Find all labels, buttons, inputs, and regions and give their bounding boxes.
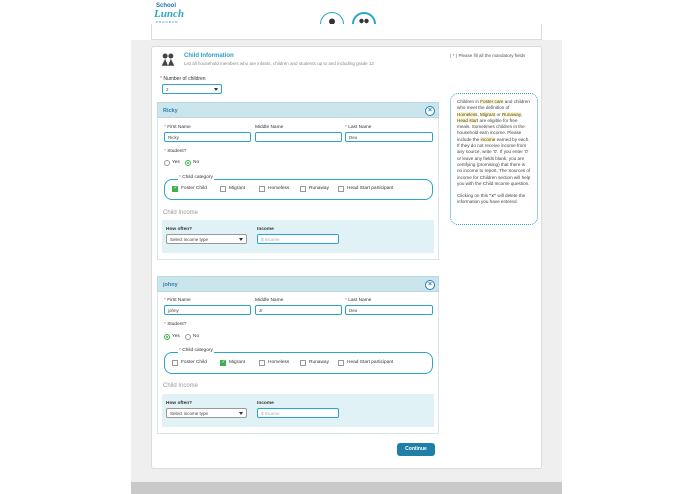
income-frequency-placeholder: Select income type xyxy=(170,411,209,416)
income-frequency-placeholder: Select income type xyxy=(170,237,209,242)
student-no-label: No xyxy=(193,160,200,165)
first-name-field[interactable]: johny xyxy=(164,305,251,315)
num-children-value: 2 xyxy=(166,87,169,92)
student-label-text: Student? xyxy=(167,149,187,154)
info-delete-note xyxy=(457,193,531,206)
student-yes-label: Yes xyxy=(172,160,180,165)
migrant-label: Migrant xyxy=(229,186,245,191)
homeless-label: Homeless xyxy=(268,186,290,191)
student-label-text: Student? xyxy=(167,322,187,327)
child-card-header xyxy=(157,276,439,292)
previous-card-edge xyxy=(151,24,542,40)
runaway-checkbox[interactable] xyxy=(300,360,306,366)
income-field[interactable]: $ Income xyxy=(257,408,339,418)
middle-name-label: Middle Name xyxy=(255,298,284,303)
runaway-label: Runaway xyxy=(309,360,329,365)
student-yes-radio[interactable] xyxy=(164,334,170,340)
mandatory-text: Please fill all the mandatory fields xyxy=(458,53,526,58)
income-frequency-select[interactable] xyxy=(166,408,247,418)
how-often-label: How often? xyxy=(166,227,193,232)
child-category-label xyxy=(178,175,214,180)
income-field[interactable]: $ Income xyxy=(257,234,339,244)
info-x-mark: "x" xyxy=(489,193,497,199)
info-text: are eligible for free meals. Sometimes children in the household earn income. Please include the xyxy=(457,117,525,142)
homeless-label: Homeless xyxy=(268,360,290,365)
required-mark: * xyxy=(164,149,166,154)
last-name-field[interactable]: Deo xyxy=(345,305,433,315)
logo-line3: PROGRAM xyxy=(156,20,179,24)
homeless-checkbox[interactable] xyxy=(259,186,265,192)
income-label: Income xyxy=(257,401,274,406)
last-name-label-text: Last Name xyxy=(348,298,372,303)
child-category-label-text: Child category xyxy=(182,175,213,180)
required-mark: * xyxy=(179,175,181,180)
info-highlight: Homeless xyxy=(457,111,478,117)
info-text: earned by each. If they do not receive income from any source, write '0'. If you enter '0' or leave any fields blank, you are certifying (promising) that there is no income to report. The Sources of income for Children section will help you with the Child Income question. xyxy=(457,136,531,186)
info-highlight: Head start xyxy=(457,117,479,123)
required-mark: * xyxy=(160,76,162,82)
num-children-label-text: Number of children xyxy=(163,76,206,82)
first-name-label-text: First Name xyxy=(167,125,191,130)
foster-child-label: Foster Child xyxy=(181,186,207,191)
homeless-checkbox[interactable] xyxy=(259,360,265,366)
student-label xyxy=(164,149,186,154)
info-box xyxy=(450,93,538,225)
middle-name-field[interactable] xyxy=(255,132,342,142)
child-income-title: Child Income xyxy=(163,210,199,216)
required-mark: * xyxy=(345,125,347,130)
section-title: Child Information xyxy=(184,53,234,59)
chevron-down-icon xyxy=(239,238,243,241)
last-name-label-text: Last Name xyxy=(348,125,372,130)
child-card-header xyxy=(157,102,439,118)
first-name-field[interactable]: Ricky xyxy=(164,132,251,142)
num-children-label xyxy=(160,76,206,82)
income-frequency-select[interactable] xyxy=(166,234,247,244)
student-yes-radio[interactable] xyxy=(164,160,170,166)
migrant-label: Migrant xyxy=(229,360,245,365)
child-income-title: Child Income xyxy=(163,383,199,389)
runaway-checkbox[interactable] xyxy=(300,186,306,192)
child-category-label-text: Child category xyxy=(182,348,213,353)
school-lunch-logo[interactable] xyxy=(154,3,194,25)
info-paragraph xyxy=(457,99,531,187)
student-no-label: No xyxy=(193,334,200,339)
child-name: johny xyxy=(163,282,178,288)
foster-child-checkbox[interactable] xyxy=(172,360,178,366)
info-text: will delete the information you have entered. xyxy=(457,193,526,205)
info-highlight: Runaway xyxy=(501,111,521,117)
children-icon xyxy=(160,52,176,70)
last-name-label xyxy=(345,298,371,303)
info-text: , xyxy=(477,111,480,117)
first-name-label xyxy=(164,298,191,303)
info-highlight: Migrant xyxy=(480,111,496,117)
required-mark: * xyxy=(164,298,166,303)
required-mark: * xyxy=(345,298,347,303)
mandatory-note xyxy=(450,53,525,58)
required-mark: * xyxy=(164,322,166,327)
foster-child-checkbox[interactable] xyxy=(172,186,178,192)
child-name: Ricky xyxy=(163,108,178,114)
required-mark: * xyxy=(164,125,166,130)
info-text: Children in xyxy=(457,99,481,104)
student-no-radio[interactable] xyxy=(185,334,191,340)
student-label xyxy=(164,322,186,327)
info-highlight: Foster care xyxy=(480,99,504,104)
last-name-label xyxy=(345,125,371,130)
info-text: or xyxy=(495,111,502,117)
child-category-label xyxy=(178,348,214,353)
close-icon[interactable]: × xyxy=(425,280,435,290)
middle-name-label: Middle Name xyxy=(255,125,284,130)
chevron-down-icon xyxy=(214,88,218,91)
head-start-label: Head Start participant xyxy=(347,186,394,191)
last-name-field[interactable]: Deo xyxy=(345,132,433,142)
continue-button[interactable]: Continue xyxy=(397,443,435,456)
mandatory-mark: ( * ) xyxy=(450,53,458,58)
logo-line2: Lunch xyxy=(154,8,184,20)
head-start-checkbox[interactable] xyxy=(338,186,344,192)
info-text: Clicking on this xyxy=(457,193,490,199)
info-text: and children who meet the definition of xyxy=(457,99,530,111)
student-yes-label: Yes xyxy=(172,334,180,339)
section-subtitle: List all household members who are infants, children and students up to and including grade 12 xyxy=(184,61,374,66)
migrant-checkbox[interactable] xyxy=(220,360,226,366)
required-mark: * xyxy=(179,348,181,353)
footer-bar xyxy=(131,482,562,494)
head-start-label: Head Start participant xyxy=(347,360,394,365)
migrant-checkbox[interactable] xyxy=(220,186,226,192)
num-children-select[interactable] xyxy=(162,84,222,94)
first-name-label-text: First Name xyxy=(167,298,191,303)
info-text: , xyxy=(520,111,523,117)
student-no-radio[interactable] xyxy=(185,160,191,166)
runaway-label: Runaway xyxy=(309,186,329,191)
income-label: Income xyxy=(257,227,274,232)
close-icon[interactable]: × xyxy=(425,106,435,116)
info-highlight: income xyxy=(480,136,496,142)
how-often-label: How often? xyxy=(166,401,193,406)
first-name-label xyxy=(164,125,191,130)
middle-name-field[interactable]: Jr xyxy=(255,305,342,315)
foster-child-label: Foster Child xyxy=(181,360,207,365)
logo-line1: School xyxy=(156,3,177,9)
head-start-checkbox[interactable] xyxy=(338,360,344,366)
chevron-down-icon xyxy=(239,412,243,415)
